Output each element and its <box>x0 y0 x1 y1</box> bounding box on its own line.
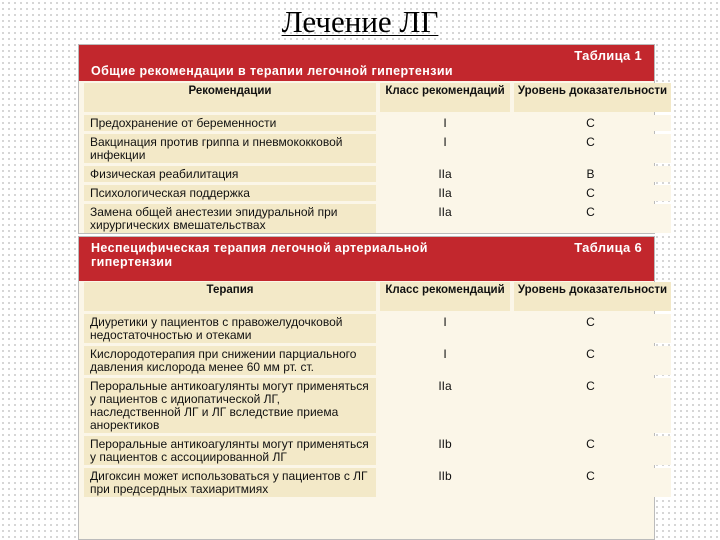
table1-col-recommendation: Рекомендации <box>84 83 376 112</box>
table1-number: Таблица 1 <box>574 48 642 63</box>
table-row <box>84 378 671 433</box>
table1-row5-level: C <box>510 204 671 233</box>
table1-grid <box>84 80 671 236</box>
table1-row4-text: Психологическая поддержка <box>84 185 376 201</box>
table6-panel <box>78 236 668 540</box>
table6-row4-class: IIb <box>376 436 510 465</box>
table6-row1-text: Диуретики у пациентов с правожелудочковой недостаточностью и отеками <box>84 314 376 343</box>
table1-row5-class: IIa <box>376 204 510 233</box>
slide-title-text: Лечение ЛГ <box>281 4 439 39</box>
table1-row2-class: I <box>376 134 510 163</box>
table1-row1-text: Предохранение от беременности <box>84 115 376 131</box>
table6-row4-level: C <box>510 436 671 465</box>
table1-header-bar <box>79 45 654 81</box>
table6-header-row <box>84 282 671 311</box>
table1-title: Общие рекомендации в терапии легочной гипертензии <box>91 64 453 78</box>
table-row <box>84 134 671 163</box>
table6-grid <box>84 279 671 500</box>
table6-row3-level: C <box>510 378 671 433</box>
table6-row1-class: I <box>376 314 510 343</box>
table6-col-level: Уровень доказательности <box>510 282 671 311</box>
table6-row2-text: Кислородотерапия при снижении парциального давления кислорода менее 60 мм рт. ст. <box>84 346 376 375</box>
table1-row4-class: IIa <box>376 185 510 201</box>
table-row <box>84 115 671 131</box>
table-row <box>84 436 671 465</box>
table1-row3-text: Физическая реабилитация <box>84 166 376 182</box>
table-row <box>84 468 671 497</box>
table-row <box>84 314 671 343</box>
table1-header-row <box>84 83 671 112</box>
table-row <box>84 185 671 201</box>
table6-row2-class: I <box>376 346 510 375</box>
table1-row4-level: C <box>510 185 671 201</box>
table-row <box>84 166 671 182</box>
table6-col-class: Класс рекомендаций <box>376 282 510 311</box>
table-row <box>84 346 671 375</box>
table1-panel <box>78 44 668 234</box>
table6-title: Неспецифическая терапия легочной артериальной гипертензии <box>91 241 428 269</box>
table1-row1-class: I <box>376 115 510 131</box>
table6-row2-level: C <box>510 346 671 375</box>
table1-col-class: Класс рекомендаций <box>376 83 510 112</box>
table6-row5-class: IIb <box>376 468 510 497</box>
table1-row1-level: C <box>510 115 671 131</box>
table1-row2-text: Вакцинация против гриппа и пневмококковой инфекции <box>84 134 376 163</box>
table6-row1-level: C <box>510 314 671 343</box>
table1-col-level: Уровень доказательности <box>510 83 671 112</box>
table6-col-therapy: Терапия <box>84 282 376 311</box>
table6-row4-text: Пероральные антикоагулянты могут применяться у пациентов с ассоциированной ЛГ <box>84 436 376 465</box>
table6-row5-text: Дигоксин может использоваться у пациентов с ЛГ при предсердных тахиаритмиях <box>84 468 376 497</box>
table1-row5-text: Замена общей анестезии эпидуральной при хирургических вмешательствах <box>84 204 376 233</box>
table-row <box>84 204 671 233</box>
table6-row5-level: C <box>510 468 671 497</box>
table1-row3-class: IIa <box>376 166 510 182</box>
table6-header-bar <box>79 237 654 281</box>
table1-row3-level: B <box>510 166 671 182</box>
table1-row2-level: C <box>510 134 671 163</box>
table6-row3-text: Пероральные антикоагулянты могут применяться у пациентов с идиопатической ЛГ, наследственной ЛГ и ЛГ вследствие приема аноректиков <box>84 378 376 433</box>
slide-title <box>0 4 720 40</box>
table6-row3-class: IIa <box>376 378 510 433</box>
table6-number: Таблица 6 <box>574 240 642 255</box>
